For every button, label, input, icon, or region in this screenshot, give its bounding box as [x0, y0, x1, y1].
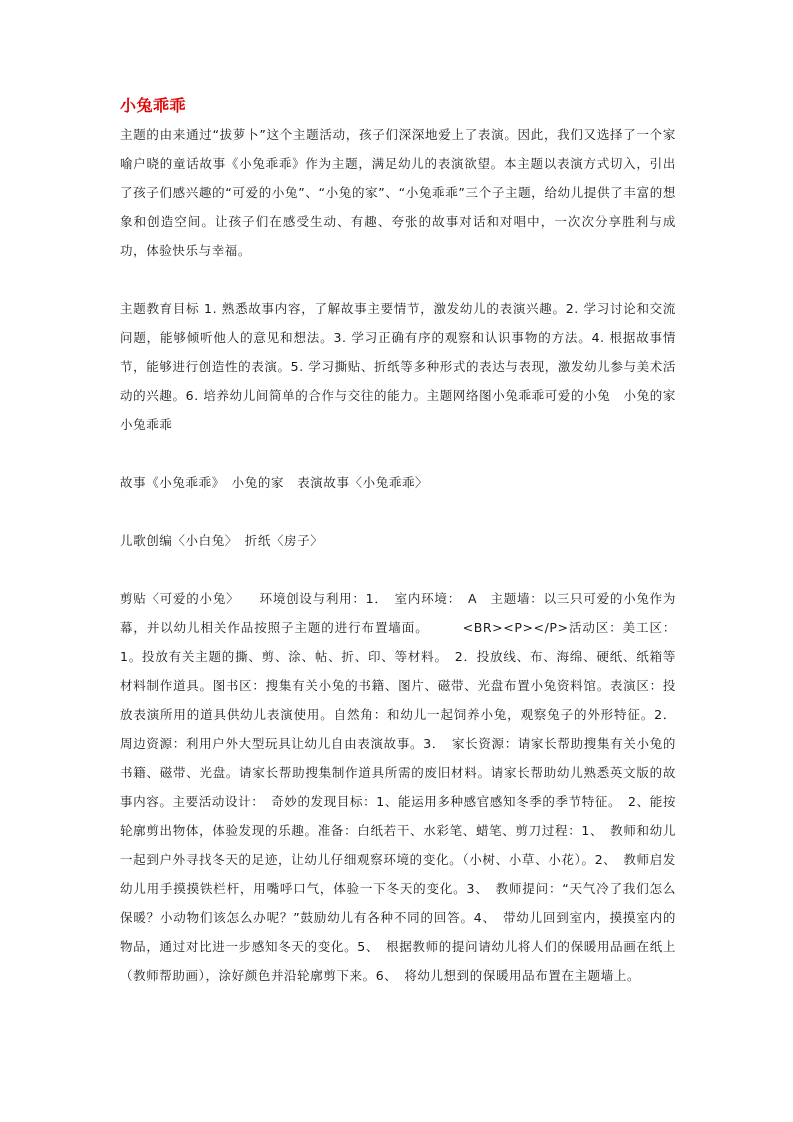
- paragraph-spacer: [120, 439, 676, 468]
- paragraph-theme-origin: 主题的由来通过“拔萝卜”这个主题活动，孩子们深深地爱上了表演。因此，我们又选择了一个家喻户晓的童话故事《小兔乖乖》作为主题，满足幼儿的表演欲望。本主题以表演方式切入，引出了孩子们感兴趣的“可爱的小兔”、“小兔的家”、“小兔乖乖”三个子主题，给幼儿提供了丰富的想象和创造空间。让孩子们在感受生动、有趣、夸张的故事对话和对唱中，一次次分享胜利与成功，体验快乐与幸福。: [120, 127, 676, 258]
- paragraph-spacer: [120, 555, 676, 584]
- document-title: 小兔乖乖: [120, 96, 187, 115]
- paragraph-song-line: 儿歌创编〈小白兔〉 折纸〈房子〉: [120, 533, 324, 548]
- paragraph-spacer: [120, 497, 676, 526]
- document-page: [120, 96, 690, 990]
- paragraph-story-line: 故事《小兔乖乖》 小兔的家 表演故事〈小兔乖乖〉: [120, 475, 429, 490]
- paragraph-environment-activities: 剪贴〈可爱的小兔〉 环境创设与利用：1． 室内环境： A 主题墙：以三只可爱的小兔作为幕，并以幼儿相关作品按照子主题的进行布置墙面。 <BR><P></P>活动区：美工区：1。投放有关主题的撕、剪、涂、帖、折、印、等材料。 2．投放线、布、海绵、硬纸、纸箱等材料制作道具。图书区：搜集有关小兔的书籍、图片、磁带、光盘布置小兔资料馆。表演区：投放表演所用的道具供幼儿表演使用。自然角：和幼儿一起饲养小兔，观察兔子的外形特征。2．周边资源：利用户外大型玩具让幼儿自由表演故事。3． 家长资源：请家长帮助搜集有关小兔的书籍、磁带、光盘。请家长帮助搜集制作道具所需的废旧材料。请家长帮助幼儿熟悉英文版的故事内容。主要活动设计： 奇妙的发现目标：1、能运用多种感官感知冬季的季节特征。 2、能按轮廓剪出物体，体验发现的乐趣。准备：白纸若干、水彩笔、蜡笔、剪刀过程：1、 教师和幼儿一起到户外寻找冬天的足迹，让幼儿仔细观察环境的变化。（小树、小草、小花）。2、 教师启发幼儿用手摸摸铁栏杆，用嘴呼口气，体验一下冬天的变化。3、 教师提问：“天气冷了我们怎么保暖？小动物们该怎么办呢？”鼓励幼儿有各种不同的回答。4、 带幼儿回到室内，摸摸室内的物品，通过对比进一步感知冬天的变化。5、 根据教师的提问请幼儿将人们的保暖用品画在纸上（教师帮助画），涂好颜色并沿轮廓剪下来。6、 将幼儿想到的保暖用品布置在主题墙上。: [120, 591, 676, 983]
- paragraph-education-goals: 主题教育目标 1. 熟悉故事内容，了解故事主要情节，激发幼儿的表演兴趣。2. 学习讨论和交流问题，能够倾听他人的意见和想法。3. 学习正确有序的观察和认识事物的方法。4. 根据故事情节，能够进行创造性的表演。5. 学习撕贴、折纸等多种形式的表达与表现，激发幼儿参与美术活动的兴趣。6. 培养幼儿间简单的合作与交往的能力。主题网络图小兔乖乖可爱的小兔 小兔的家 小兔乖乖: [120, 301, 690, 432]
- paragraph-spacer: [120, 265, 676, 294]
